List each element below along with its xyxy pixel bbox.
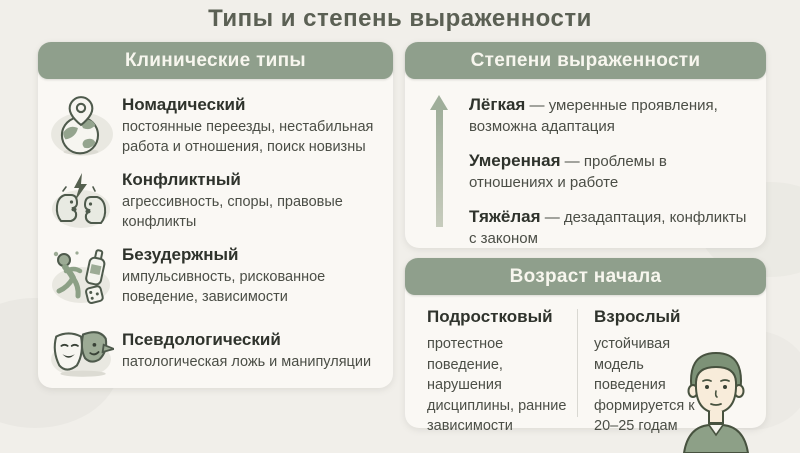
clinical-type-text (122, 330, 371, 372)
clinical-type-title: Безудержный (122, 244, 239, 264)
adult-man-icon (670, 343, 762, 453)
up-arrow-icon (433, 95, 445, 227)
age-of-onset-panel (405, 258, 766, 435)
severity-level: Тяжёлая (469, 207, 541, 227)
clinical-type-description: постоянные переезды, нестабильная работа и отношения, поиск новизны (122, 118, 374, 155)
clinical-type-description: патологическая ложь и манипуляции (122, 353, 372, 370)
theater-masks-icon (46, 317, 116, 385)
age-column-adolescent (405, 307, 577, 437)
clinical-type-description: импульсивность, рискованное поведение, зависимости (122, 268, 326, 305)
page-title: Типы и степень выраженности (208, 5, 592, 32)
clinical-type-item-conflict (46, 163, 381, 238)
age-column-title: Взрослый (594, 307, 681, 326)
age-of-onset-header (405, 258, 766, 295)
severity-item-moderate (469, 150, 752, 193)
clinical-types-list (38, 79, 393, 388)
clinical-type-item-unrestrained (46, 238, 381, 313)
clinical-types-panel (38, 42, 393, 388)
clinical-type-text (122, 95, 380, 157)
clinical-types-header (38, 42, 393, 79)
clinical-type-title: Номадический (122, 94, 246, 114)
running-man-bottle-dice-icon (46, 242, 116, 310)
clinical-type-text (122, 170, 380, 232)
severity-list (469, 94, 752, 250)
age-column-description: протестное поведение, нарушения дисциплины, ранние зависимости (427, 336, 567, 435)
age-column-title: Подростковый (427, 307, 553, 326)
severity-header (405, 42, 766, 79)
clinical-type-title: Псевдологический (122, 329, 281, 349)
severity-description: — дезадаптация, конфликты с законом (469, 209, 747, 248)
clinical-type-item-pseudological (46, 313, 381, 388)
severity-level: Лёгкая (469, 95, 526, 114)
severity-level: Умеренная (469, 151, 561, 171)
severity-description: — умеренные проявления, возможна адаптация (469, 97, 718, 135)
age-column-description: устойчивая модель поведения формируется к 20–25 годам (594, 336, 695, 435)
age-of-onset-header-label: Возраст начала (509, 265, 662, 287)
clinical-types-header-label: Клинические типы (125, 49, 306, 71)
severity-header-label: Степени выраженности (470, 49, 701, 71)
severity-panel (405, 42, 766, 248)
severity-body (405, 79, 766, 250)
clinical-type-text (122, 245, 380, 307)
arguing-heads-icon (46, 167, 116, 235)
clinical-type-title: Конфликтный (122, 169, 241, 189)
severity-item-severe (469, 206, 752, 249)
age-of-onset-columns (405, 295, 766, 437)
severity-item-mild (469, 94, 752, 137)
clinical-type-item-nomadic (46, 88, 381, 163)
globe-pin-icon (46, 92, 116, 160)
clinical-type-description: агрессивность, споры, правовые конфликты (122, 193, 343, 230)
age-column-adult (578, 307, 766, 437)
severity-description: — проблемы в отношениях и работе (469, 153, 667, 192)
